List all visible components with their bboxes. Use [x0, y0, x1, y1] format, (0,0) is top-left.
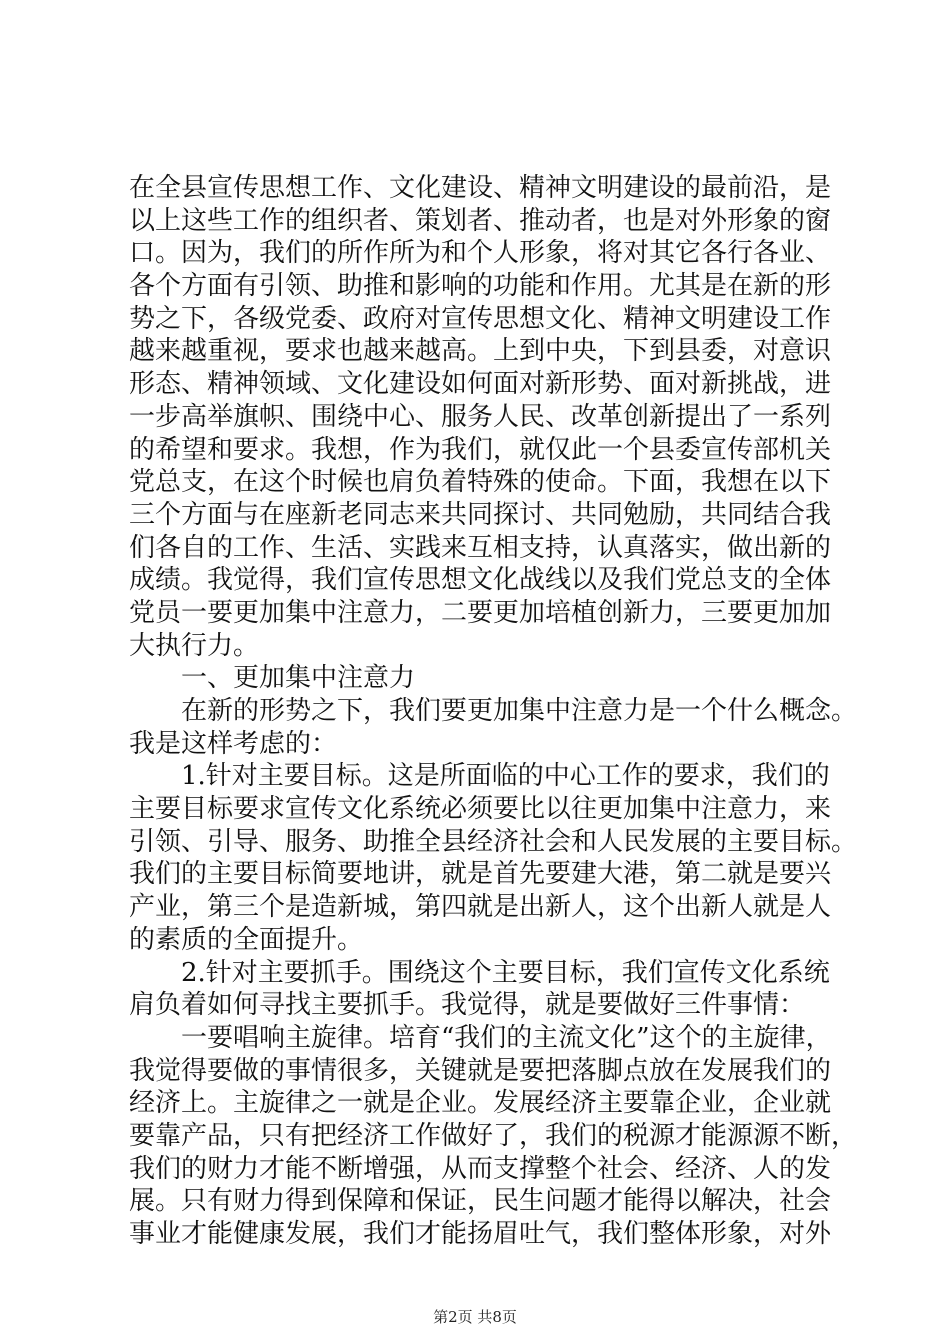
text-line: 党总支，在这个时候也肩负着特殊的使命。下面，我想在以下	[129, 467, 832, 498]
text-line: 要靠产品，只有把经济工作做好了，我们的税源才能源源不断，	[129, 1120, 858, 1151]
text-line: 们各自的工作、生活、实践来互相支持，认真落实，做出新的	[129, 532, 832, 563]
text-line: 口。因为，我们的所作所为和个人形象，将对其它各行各业、	[129, 238, 832, 269]
text-line: 越来越重视，要求也越来越高。上到中央，下到县委，对意识	[129, 336, 832, 367]
page-footer: 第2页 共8页	[433, 1308, 517, 1326]
text-line: 主要目标要求宣传文化系统必须要比以往更加集中注意力，来	[129, 794, 832, 825]
text-line: 2.针对主要抓手。围绕这个主要目标，我们宣传文化系统	[181, 957, 830, 988]
text-line: 以上这些工作的组织者、策划者、推动者，也是对外形象的窗	[129, 205, 832, 236]
text-line: 事业才能健康发展，我们才能扬眉吐气，我们整体形象，对外	[129, 1219, 832, 1249]
text-line: 在全县宣传思想工作、文化建设、精神文明建设的最前沿，是	[129, 173, 832, 203]
text-line: 各个方面有引领、助推和影响的功能和作用。尤其是在新的形	[129, 271, 832, 302]
text-line: 我觉得要做的事情很多，关键就是要把落脚点放在发展我们的	[129, 1055, 832, 1086]
text-line: 一、更加集中注意力	[181, 663, 416, 694]
text-line: 1.针对主要目标。这是所面临的中心工作的要求，我们的	[181, 761, 830, 792]
text-line: 肩负着如何寻找主要抓手。我觉得，就是要做好三件事情：	[129, 990, 806, 1021]
body-text	[129, 172, 858, 1251]
text-line: 在新的形势之下，我们要更加集中注意力是一个什么概念。	[181, 696, 858, 726]
text-line: 大执行力。	[129, 630, 260, 661]
text-line: 党员一要更加集中注意力，二要更加培植创新力，三要更加加	[129, 597, 832, 628]
text-line: 势之下，各级党委、政府对宣传思想文化、精神文明建设工作	[129, 303, 832, 334]
text-line: 的素质的全面提升。	[129, 924, 364, 955]
text-line: 我们的财力才能不断增强，从而支撑整个社会、经济、人的发	[129, 1153, 832, 1184]
text-line: 的希望和要求。我想，作为我们，就仅此一个县委宣传部机关	[129, 434, 832, 465]
text-line: 三个方面与在座新老同志来共同探讨、共同勉励，共同结合我	[129, 499, 832, 530]
text-line: 我们的主要目标简要地讲，就是首先要建大港，第二就是要兴	[129, 859, 832, 890]
text-line: 成绩。我觉得，我们宣传思想文化战线以及我们党总支的全体	[129, 565, 832, 596]
text-line: 展。只有财力得到保障和保证，民生问题才能得以解决，社会	[129, 1186, 832, 1217]
text-line: 一要唱响主旋律。培育“我们的主流文化”这个的主旋律，	[181, 1022, 832, 1053]
text-line: 形态、精神领域、文化建设如何面对新形势、面对新挑战，进	[129, 369, 832, 400]
text-line: 引领、引导、服务、助推全县经济社会和人民发展的主要目标。	[129, 826, 858, 857]
text-line: 一步高举旗帜、围绕中心、服务人民、改革创新提出了一系列	[129, 401, 832, 432]
text-line: 我是这样考虑的：	[129, 728, 338, 759]
text-line: 经济上。主旋律之一就是企业。发展经济主要靠企业，企业就	[129, 1088, 832, 1119]
text-line: 产业，第三个是造新城，第四就是出新人，这个出新人就是人	[129, 892, 832, 923]
